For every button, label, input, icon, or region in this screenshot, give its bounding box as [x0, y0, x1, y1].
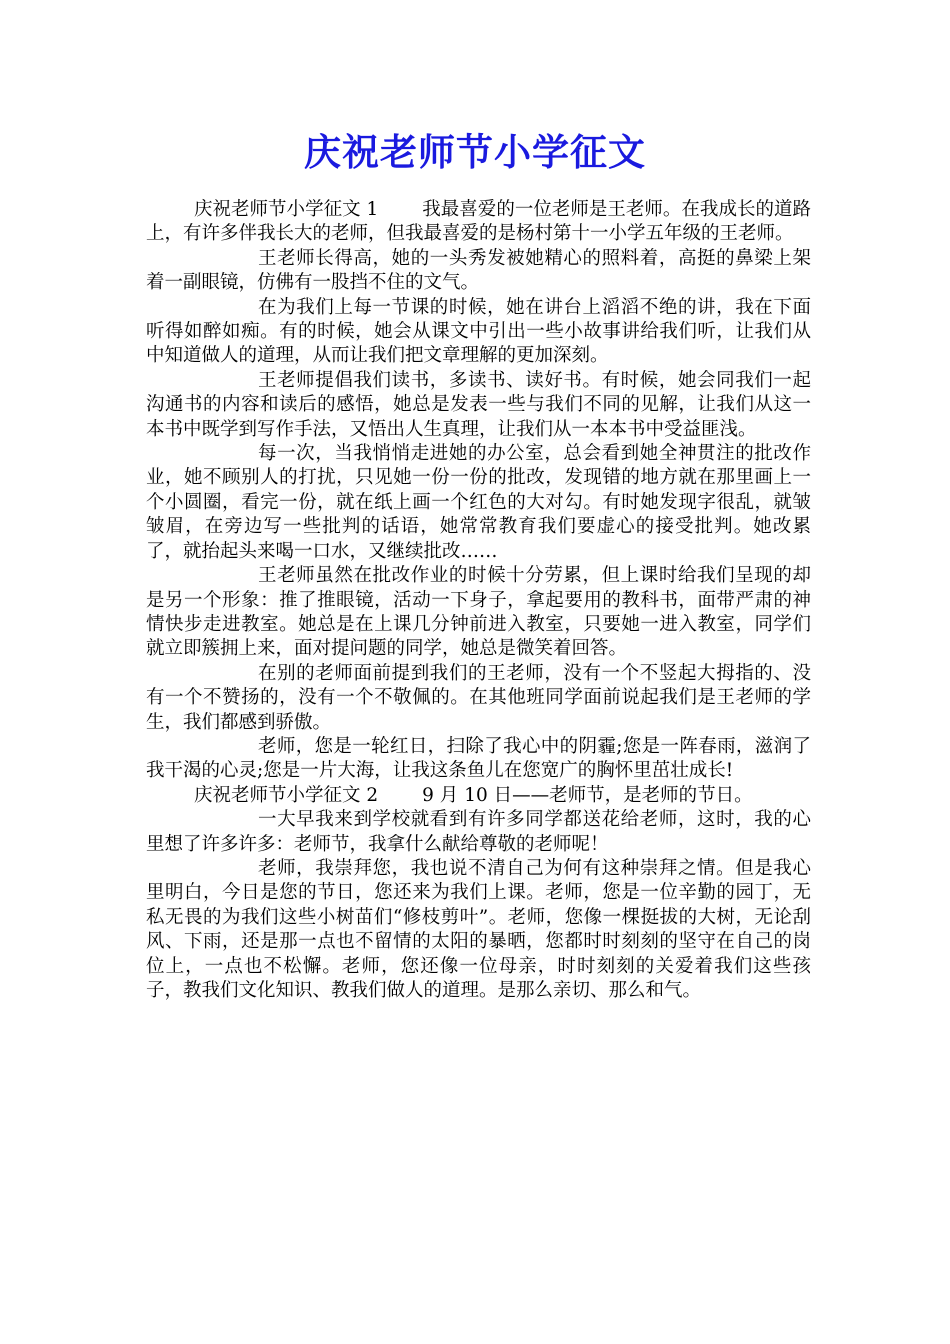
essay1-heading: 庆祝老师节小学征文 1: [194, 199, 379, 220]
essay1-paragraph: 王老师提倡我们读书，多读书、读好书。有时候，她会同我们一起沟通书的内容和读后的感悟，她总是发表一些与我们不同的见解，让我们从这一本书中既学到写作手法，又悟出人生真理，让我们从一本本书中受益匪浅。: [146, 369, 811, 440]
essay1-paragraph: 在为我们上每一节课的时候，她在讲台上滔滔不绝的讲，我在下面听得如醉如痴。有的时候，她会从课文中引出一些小故事讲给我们听，让我们从中知道做人的道理，从而让我们把文章理解的更加深刻。: [146, 296, 811, 367]
essay1-paragraph: 在别的老师面前提到我们的王老师，没有一个不竖起大拇指的、没有一个不赞扬的，没有一个不敬佩的。在其他班同学面前说起我们是王老师的学生，我们都感到骄傲。: [146, 662, 811, 733]
essay1-paragraph: 老师，您是一轮红日，扫除了我心中的阴霾;您是一阵春雨，滋润了我干渴的心灵;您是一片大海，让我这条鱼儿在您宽广的胸怀里茁壮成长!: [146, 735, 811, 782]
essay2-paragraph: 一大早我来到学校就看到有许多同学都送花给老师，这时，我的心里想了许多许多：老师节，我拿什么献给尊敬的老师呢！: [146, 809, 811, 855]
document-title: 庆祝老师节小学征文: [304, 130, 646, 174]
essay1-paragraph: 王老师虽然在批改作业的时候十分劳累，但上课时给我们呈现的却是另一个形象：推了推眼镜，活动一下身子，拿起要用的教科书，面带严肃的神情快步走进教室。她总是在上课几分钟前进入教室，只要她一进入教室，同学们就立即簇拥上来，面对提问题的同学，她总是微笑着回答。: [146, 565, 811, 660]
essay2-paragraph: 老师，我崇拜您，我也说不清自己为何有这种崇拜之情。但是我心里明白，今日是您的节日，您还来为我们上课。老师，您是一位辛勤的园丁，无私无畏的为我们这些小树苗们“修枝剪叶”。老师，您像一棵挺拔的大树，无论刮风、下雨，还是那一点也不留情的太阳的暴晒，您都时时刻刻的坚守在自己的岗位上，一点也不松懈。老师，您还像一位母亲，时时刻刻的关爱着我们这些孩子，教我们文化知识、教我们做人的道理。是那么亲切、那么和气。: [146, 857, 811, 1001]
essay1-opening: [146, 198, 811, 247]
document-body: [146, 198, 811, 1003]
essay2-opening: [146, 784, 811, 808]
essay1-paragraph: 王老师长得高，她的一头秀发被她精心的照料着，高挺的鼻梁上架着一副眼镜，仿佛有一股挡不住的文气。: [146, 247, 811, 294]
essay2-intro: 9 月 10 日——老师节，是老师的节日。: [422, 784, 753, 806]
essay2-heading: 庆祝老师节小学征文 2: [194, 784, 379, 806]
essay1-paragraph: 每一次，当我悄悄走进她的办公室，总会看到她全神贯注的批改作业，她不顾别人的打扰，只见她一份一份的批改，发现错的地方就在那里画上一个小圆圈，看完一份，就在纸上画一个红色的大对勾。有时她发现字很乱，就皱皱眉，在旁边写一些批判的话语，她常常教育我们要虚心的接受批判。她改累了，就抬起头来喝一口水，又继续批改……: [146, 443, 811, 562]
essay1-intro: 我最喜爱的一位老师是王老师。在我成长的道路上，有许多伴我长大的老师，但我最喜爱的是杨村第十一小学五年级的王老师。: [146, 199, 811, 245]
